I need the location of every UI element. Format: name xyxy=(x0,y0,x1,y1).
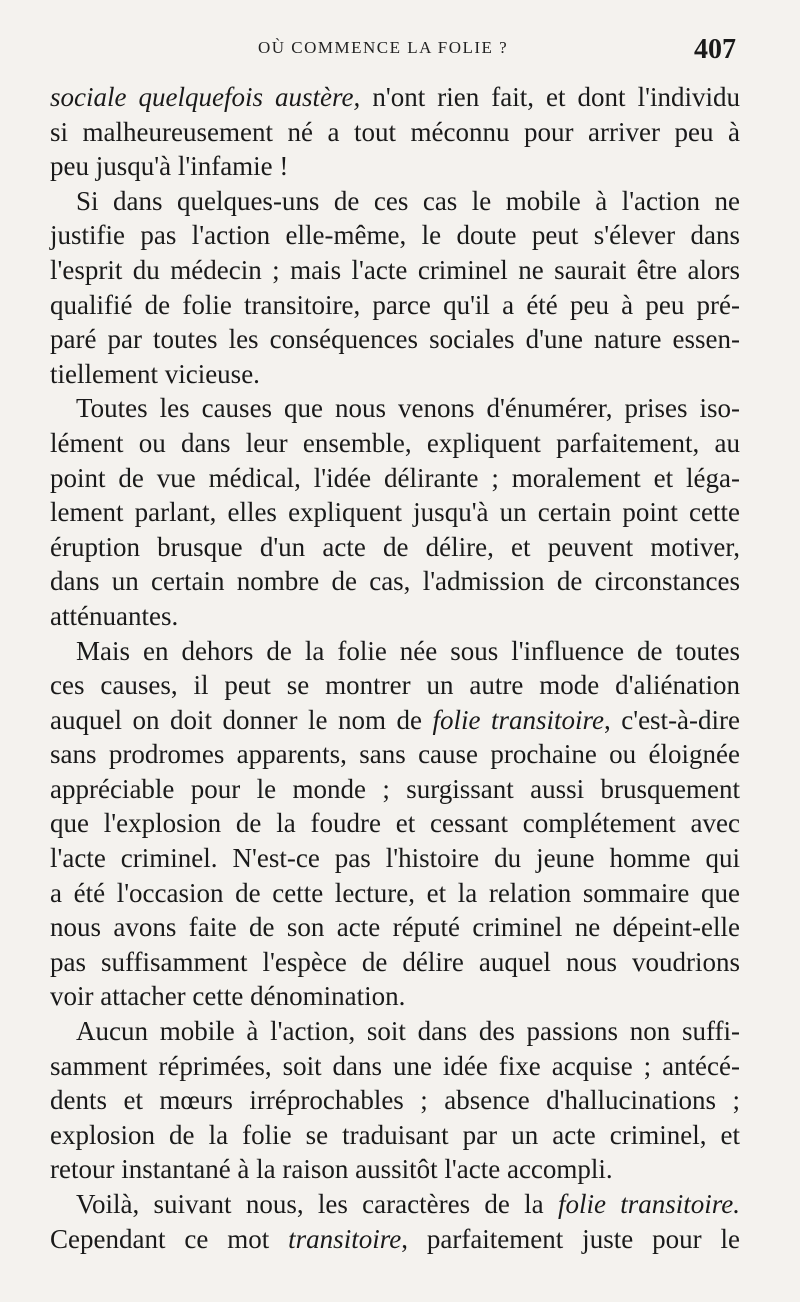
text-line: Toutes les causes que nous venons d'énumérer, prises iso- xyxy=(76,393,740,424)
text-line: lément ou dans leur ensemble, expliquent parfaitement, au xyxy=(50,427,740,458)
text-line: Si dans quelques-uns de ces cas le mobile à l'action ne xyxy=(76,185,740,216)
text-line: Mais en dehors de la folie née sous l'influence de toutes xyxy=(76,635,740,666)
text-line: pas suffisamment l'espèce de délire auquel nous voudrions xyxy=(50,946,740,977)
text-line: justifie pas l'action elle-même, le doute peut s'élever dans xyxy=(50,220,740,251)
running-title: OÙ COMMENCE LA FOLIE ? xyxy=(258,38,509,57)
text-line: dans un certain nombre de cas, l'admission de circonstances xyxy=(50,566,740,597)
text-line: peu jusqu'à l'infamie ! xyxy=(50,151,289,182)
text-line: voir attacher cette dénomination. xyxy=(50,981,406,1012)
text-line: appréciable pour le monde ; surgissant aussi brusquement xyxy=(50,773,740,804)
text-line: auquel on doit donner le nom de folie transitoire, c'est-à-dire xyxy=(50,704,741,735)
text-line: dents et mœurs irréprochables ; absence d'hallucinations ; xyxy=(50,1085,740,1116)
page-header xyxy=(0,30,800,74)
text-line: ces causes, il peut se montrer un autre mode d'aliénation xyxy=(50,670,740,701)
text-line: l'esprit du médecin ; mais l'acte criminel ne saurait être alors xyxy=(50,254,740,285)
text-line: si malheureusement né a tout méconnu pour arriver peu à xyxy=(50,116,740,147)
text-line: sociale quelquefois austère, n'ont rien fait, et dont l'individu xyxy=(50,82,740,112)
text-line: Aucun mobile à l'action, soit dans des passions non suffi- xyxy=(76,1016,740,1047)
text-line: éruption brusque d'un acte de délire, et peuvent motiver, xyxy=(50,531,740,562)
text-line: qualifié de folie transitoire, parce qu'il a été peu à peu pré- xyxy=(50,289,740,320)
text-line: retour instantané à la raison aussitôt l'acte accompli. xyxy=(50,1154,613,1185)
text-line: que l'explosion de la foudre et cessant complétement avec xyxy=(50,808,740,839)
text-line: sans prodromes apparents, sans cause prochaine ou éloignée xyxy=(50,739,740,770)
text-line: tiellement vicieuse. xyxy=(50,358,260,389)
text-line: lement parlant, elles expliquent jusqu'à un certain point cette xyxy=(50,497,740,528)
text-line: explosion de la folie se traduisant par un acte criminel, et xyxy=(50,1119,740,1150)
text-line: l'acte criminel. N'est-ce pas l'histoire du jeune homme qui xyxy=(50,843,740,874)
page-number: 407 xyxy=(694,34,736,65)
text-line: samment réprimées, soit dans une idée fixe acquise ; antécé- xyxy=(50,1050,740,1081)
text-line: Voilà, suivant nous, les caractères de la folie transitoire. xyxy=(76,1189,740,1219)
text-line: paré par toutes les conséquences sociales d'une nature essen- xyxy=(50,324,740,355)
text-line: a été l'occasion de cette lecture, et la relation sommaire que xyxy=(50,877,740,908)
text-line: point de vue médical, l'idée délirante ; moralement et léga- xyxy=(50,462,740,493)
text-line: nous avons faite de son acte réputé criminel ne dépeint-elle xyxy=(50,912,740,943)
body-text xyxy=(50,80,740,1256)
text-line: Cependant ce mot transitoire, parfaitement juste pour le xyxy=(50,1223,740,1254)
text-line: atténuantes. xyxy=(50,600,179,631)
